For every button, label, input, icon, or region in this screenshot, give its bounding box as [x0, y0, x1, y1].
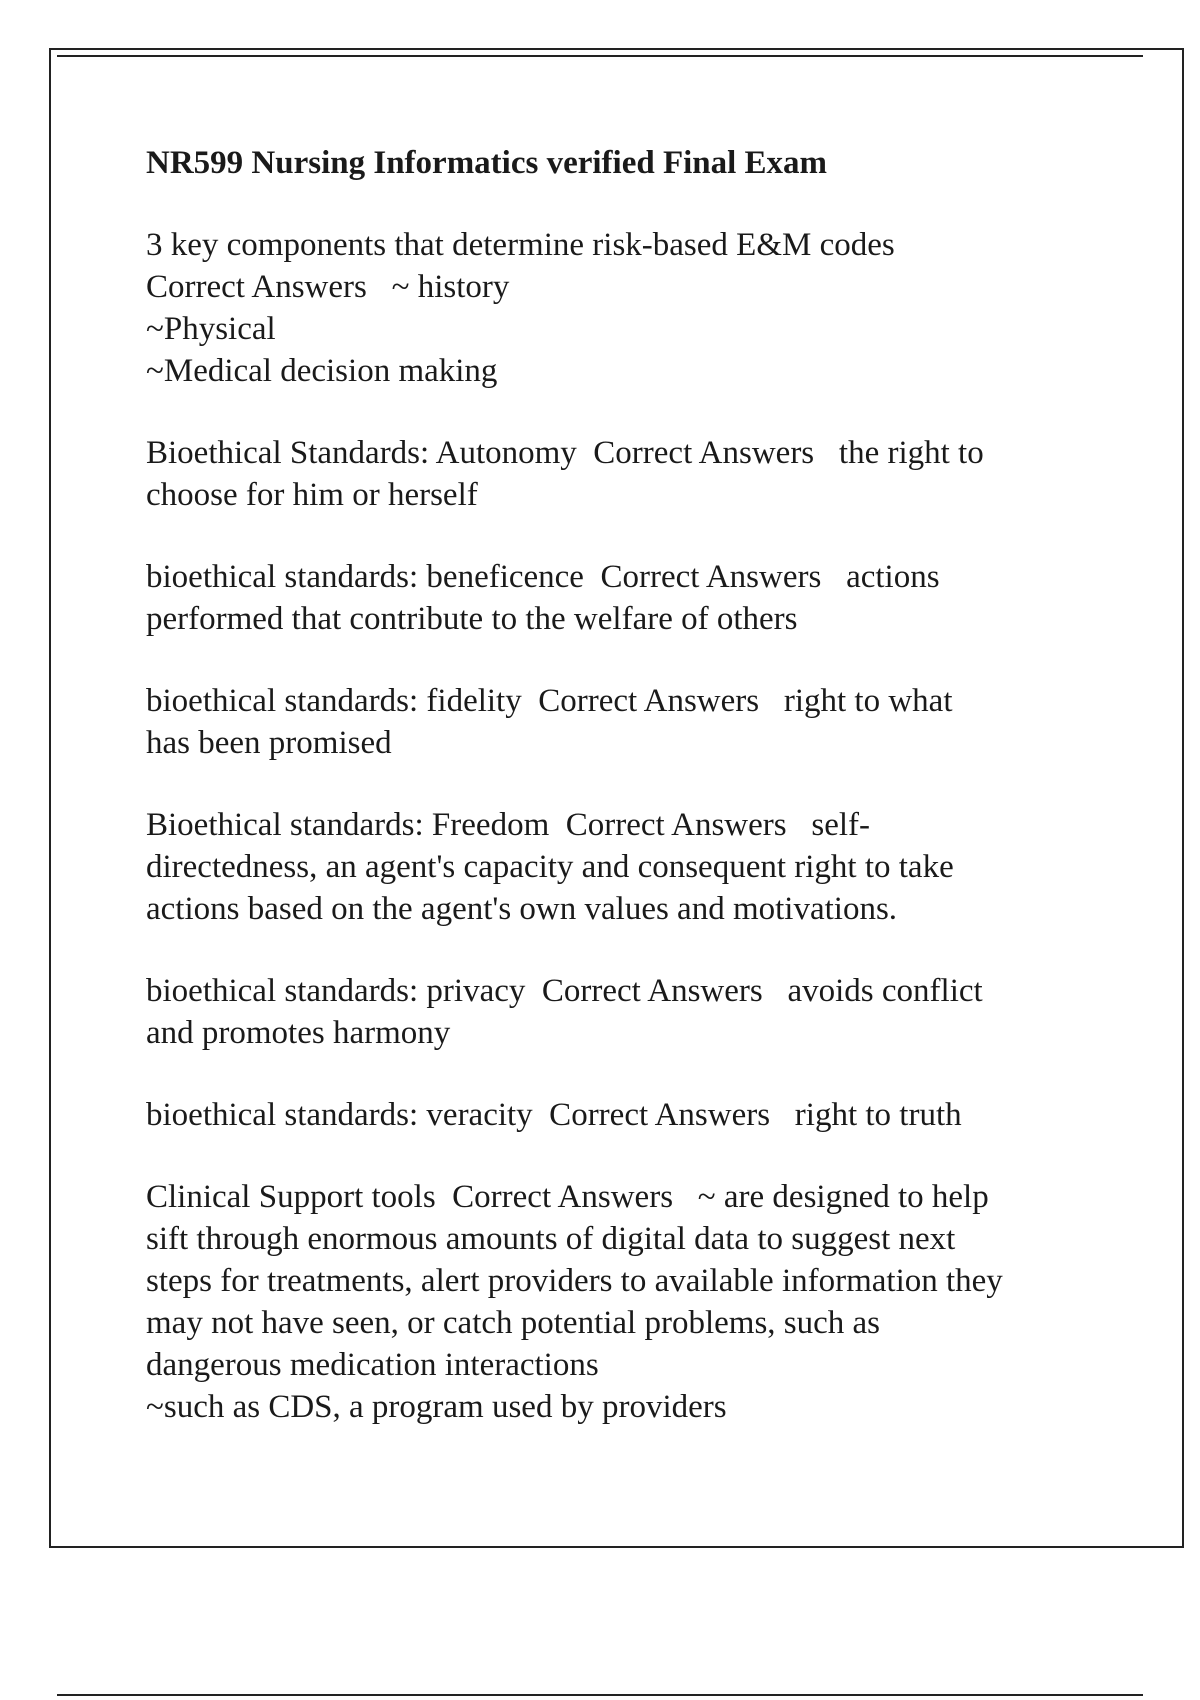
qa-entry	[146, 556, 1106, 640]
entry-line: sift through enormous amounts of digital data to suggest next	[146, 1221, 956, 1257]
document-title: NR599 Nursing Informatics verified Final Exam	[146, 145, 828, 181]
qa-entry	[146, 1094, 1106, 1136]
entry-line: choose for him or herself	[146, 477, 478, 513]
entry-line: bioethical standards: fidelity Correct Answers right to what	[146, 683, 953, 719]
entry-line: Clinical Support tools Correct Answers ~ are designed to help	[146, 1179, 989, 1215]
entry-line: bioethical standards: privacy Correct Answers avoids conflict	[146, 973, 983, 1009]
entry-line: may not have seen, or catch potential problems, such as	[146, 1305, 881, 1341]
entry-line: ~Medical decision making	[146, 353, 498, 389]
qa-entry	[146, 970, 1106, 1054]
entry-line: actions based on the agent's own values and motivations.	[146, 891, 898, 927]
entry-line: directedness, an agent's capacity and consequent right to take	[146, 849, 954, 885]
qa-entry	[146, 680, 1106, 764]
page-bottom-rule	[57, 1694, 1143, 1696]
entry-line: Bioethical standards: Freedom Correct Answers self-	[146, 807, 870, 843]
entry-line: 3 key components that determine risk-based E&M codes	[146, 227, 895, 263]
entry-line: has been promised	[146, 725, 392, 761]
entry-line: performed that contribute to the welfare of others	[146, 601, 798, 637]
entry-line: and promotes harmony	[146, 1015, 451, 1051]
qa-entry	[146, 1176, 1106, 1428]
entry-line: bioethical standards: veracity Correct Answers right to truth	[146, 1097, 962, 1133]
entry-line: ~Physical	[146, 311, 276, 347]
entry-line: steps for treatments, alert providers to available information they	[146, 1263, 1003, 1299]
document-body	[146, 142, 1106, 1468]
entry-line: bioethical standards: beneficence Correct Answers actions	[146, 559, 940, 595]
entry-line: Bioethical Standards: Autonomy Correct Answers the right to	[146, 435, 984, 471]
qa-entry	[146, 804, 1106, 930]
entry-line: ~such as CDS, a program used by providers	[146, 1389, 727, 1425]
entry-line: dangerous medication interactions	[146, 1347, 599, 1383]
entry-line: Correct Answers ~ history	[146, 269, 510, 305]
qa-entry	[146, 432, 1106, 516]
qa-entry	[146, 224, 1106, 392]
